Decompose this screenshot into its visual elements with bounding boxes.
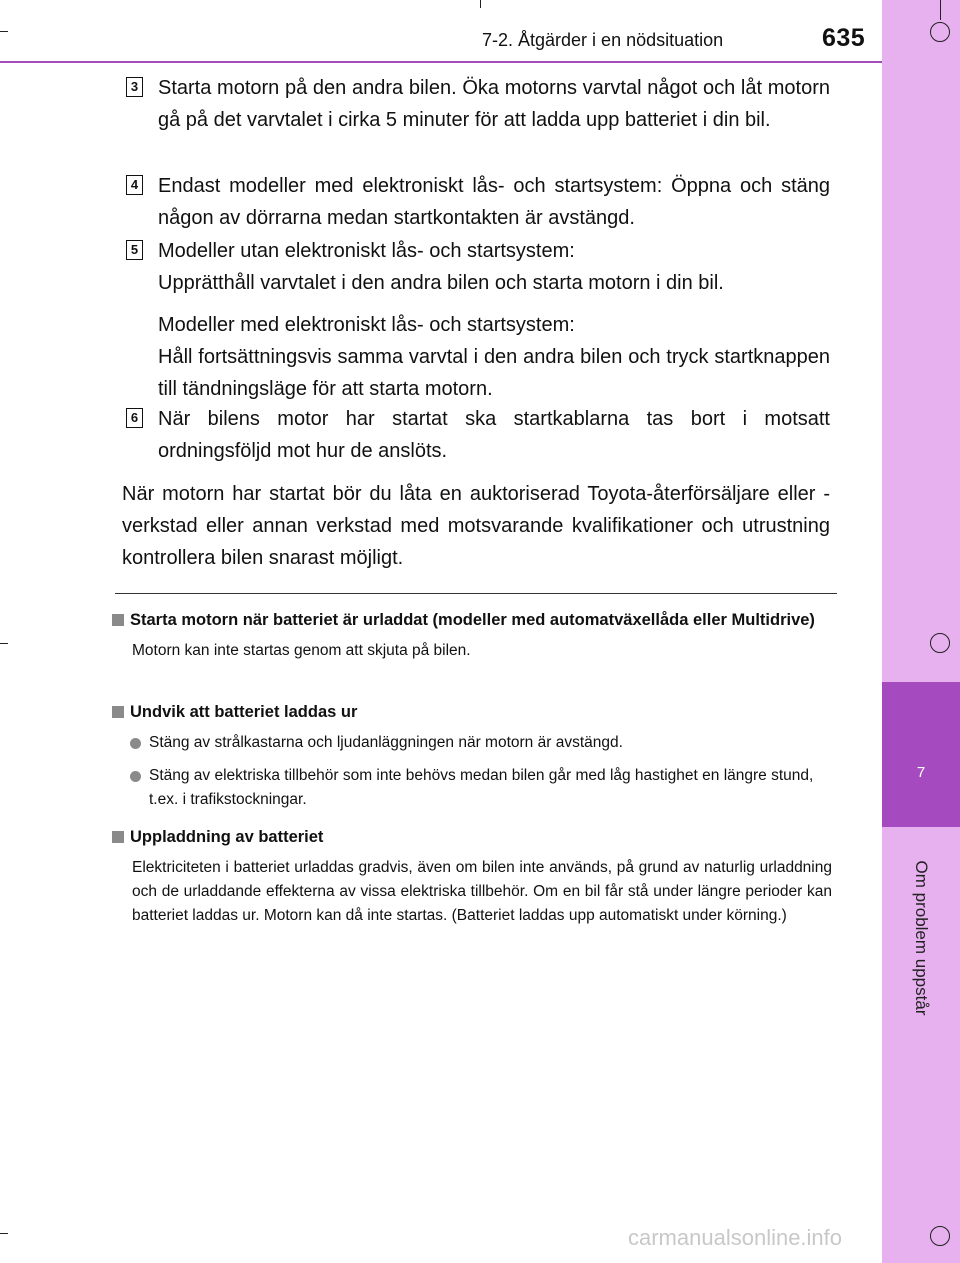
- chapter-number: 7: [916, 764, 926, 781]
- step-text: [158, 170, 830, 234]
- crop-mark-top-left: [0, 31, 8, 32]
- info-block-recharge: [112, 825, 832, 928]
- info-body: Elektriciteten i batteriet urladdas gradvis, även om bilen inte används, på grund av naturlig urladdning och de urladdande effekterna av vissa elektriska tillbehör. Om en bil får stå under längre perioder kan batteriet laddas ur. Motorn kan då inte startas. (Batteriet laddas upp automatiskt under körning.): [132, 859, 832, 924]
- circle-bullet-icon: [130, 738, 141, 749]
- step-paragraph: Håll fortsättningsvis samma varvtal i den andra bilen och tryck startknappen till tändningsläge för att starta motorn.: [158, 346, 830, 400]
- chapter-sidebar: [882, 0, 960, 1263]
- step-text: [158, 403, 830, 467]
- square-bullet-icon: [112, 614, 124, 626]
- page-number: 635: [822, 24, 866, 52]
- step-paragraph: Starta motorn på den andra bilen. Öka motorns varvtal något och låt motorn gå på det varvtalet i cirka 5 minuter för att ladda upp batteriet i din bil.: [158, 77, 830, 131]
- step-6: [122, 403, 830, 467]
- step-text: [158, 235, 830, 405]
- step-paragraph: Modeller med elektroniskt lås- och startsystem:: [158, 314, 575, 336]
- bullet-text: Stäng av strålkastarna och ljudanläggningen när motorn är avstängd.: [149, 734, 623, 751]
- step-number-badge: 6: [126, 408, 143, 428]
- square-bullet-icon: [112, 831, 124, 843]
- bullet-item: [128, 764, 832, 812]
- header-section-title: 7-2. Åtgärder i en nödsituation: [482, 30, 724, 50]
- crop-mark-left-middle: [0, 643, 8, 644]
- chapter-title: Om problem uppstår: [912, 860, 931, 1016]
- chapter-tab[interactable]: [882, 682, 960, 827]
- watermark: carmanualsonline.info: [628, 1225, 843, 1250]
- step-paragraph: Upprätthåll varvtalet i den andra bilen och starta motorn i din bil.: [158, 272, 724, 294]
- header-rule: [0, 61, 882, 63]
- crop-mark-bottom-left: [0, 1233, 8, 1234]
- step-text: [158, 72, 830, 136]
- step-number-badge: 3: [126, 77, 143, 97]
- bullet-item: [128, 731, 832, 755]
- circle-bullet-icon: [130, 771, 141, 782]
- crop-mark-top: [480, 0, 481, 8]
- info-title: [112, 608, 832, 632]
- info-title-text: Starta motorn när batteriet är urladdat (modeller med automatväxellåda eller Multidrive): [130, 611, 815, 629]
- info-title: [112, 825, 832, 849]
- registration-mark-top-right: [930, 22, 950, 42]
- info-title-text: Uppladdning av batteriet: [130, 828, 324, 846]
- registration-mark-right-middle: [930, 633, 950, 653]
- info-title-text: Undvik att batteriet laddas ur: [130, 703, 358, 721]
- step-paragraph: Modeller utan elektroniskt lås- och startsystem:: [158, 240, 575, 262]
- step-number-badge: 4: [126, 175, 143, 195]
- step-paragraph: När bilens motor har startat ska startkablarna tas bort i motsatt ordningsföljd mot hur de anslöts.: [158, 408, 830, 462]
- bullet-text: Stäng av elektriska tillbehör som inte behövs medan bilen går med låg hastighet en längre stund, t.ex. i trafikstockningar.: [149, 767, 814, 808]
- section-divider: [115, 593, 837, 594]
- step-paragraph: Endast modeller med elektroniskt lås- och startsystem: Öppna och stäng någon av dörrarna medan startkontakten är avstängd.: [158, 175, 830, 229]
- step-5: [122, 235, 830, 405]
- info-title: [112, 700, 832, 724]
- step-number-badge: 5: [126, 240, 143, 260]
- square-bullet-icon: [112, 706, 124, 718]
- note-paragraph: När motorn har startat bör du låta en auktoriserad Toyota-återförsäljare eller -verkstad eller annan verkstad med motsvarande kvalifikationer och utrustning kontrollera bilen snarast möjligt.: [122, 483, 830, 569]
- info-body: Motorn kan inte startas genom att skjuta på bilen.: [132, 642, 471, 659]
- step-4: [122, 170, 830, 234]
- step-3: [122, 72, 830, 136]
- registration-mark-bottom-right: [930, 1226, 950, 1246]
- crop-mark-top-right: [940, 0, 941, 20]
- info-block-avoid-discharge: [112, 700, 832, 812]
- info-block-jump-start: [112, 608, 832, 663]
